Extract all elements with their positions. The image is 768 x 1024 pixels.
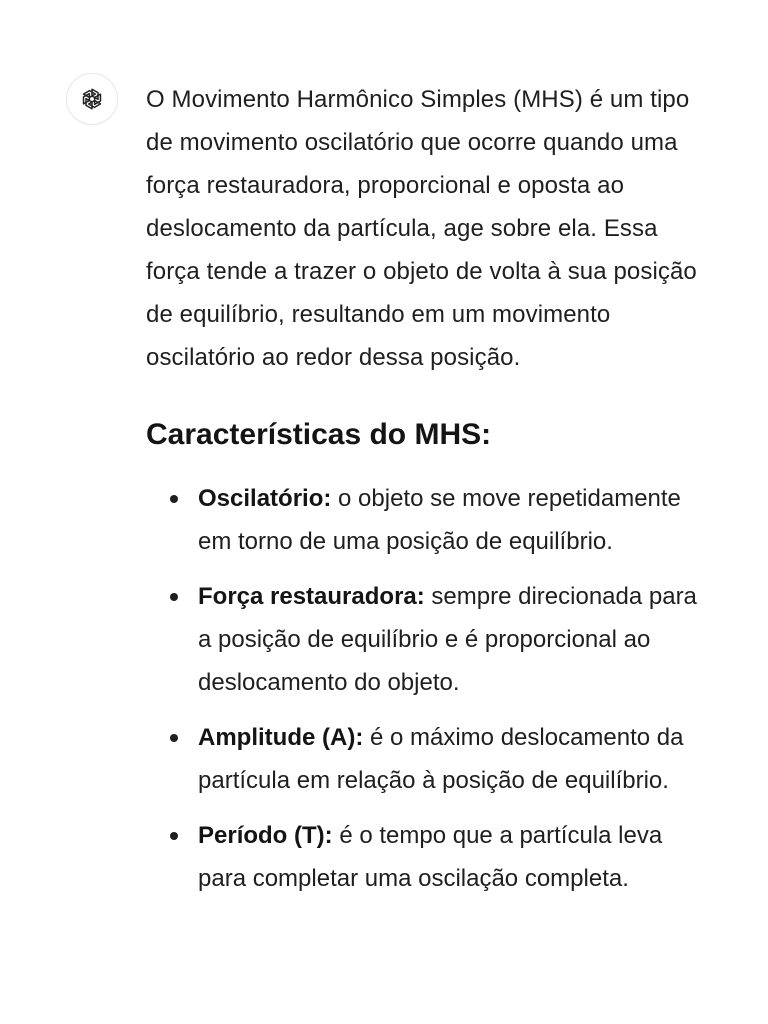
list-item — [146, 716, 716, 802]
openai-logo-icon — [77, 84, 107, 114]
assistant-avatar — [66, 73, 118, 125]
bullet-icon — [170, 734, 178, 742]
list-item — [146, 477, 716, 563]
bullet-icon — [170, 593, 178, 601]
item-term: Período (T): — [198, 822, 333, 849]
item-text: é o máximo deslocamento da partícula em relação à posição de equilíbrio. — [198, 724, 684, 794]
item-term: Força restauradora: — [198, 583, 425, 610]
bullet-icon — [170, 832, 178, 840]
item-text: o objeto se move repetidamente em torno de uma posição de equilíbrio. — [198, 485, 681, 555]
characteristics-list — [146, 477, 716, 900]
item-text: é o tempo que a partícula leva para completar uma oscilação completa. — [198, 822, 663, 892]
section-heading: Características do MHS: — [146, 418, 492, 451]
item-term: Amplitude (A): — [198, 724, 364, 751]
assistant-message — [146, 78, 716, 912]
intro-paragraph: O Movimento Harmônico Simples (MHS) é um tipo de movimento oscilatório que ocorre quando uma força restauradora, proporcional e oposta ao deslocamento da partícula, age sobre ela. Essa força tende a trazer o objeto de volta à sua posição de equilíbrio, resultando em um movimento oscilatório ao redor dessa posição. — [146, 86, 697, 371]
list-item — [146, 575, 716, 704]
item-text: sempre direcionada para a posição de equilíbrio e é proporcional ao deslocamento do objeto. — [198, 583, 697, 696]
bullet-icon — [170, 495, 178, 503]
item-term: Oscilatório: — [198, 485, 332, 512]
list-item — [146, 814, 716, 900]
